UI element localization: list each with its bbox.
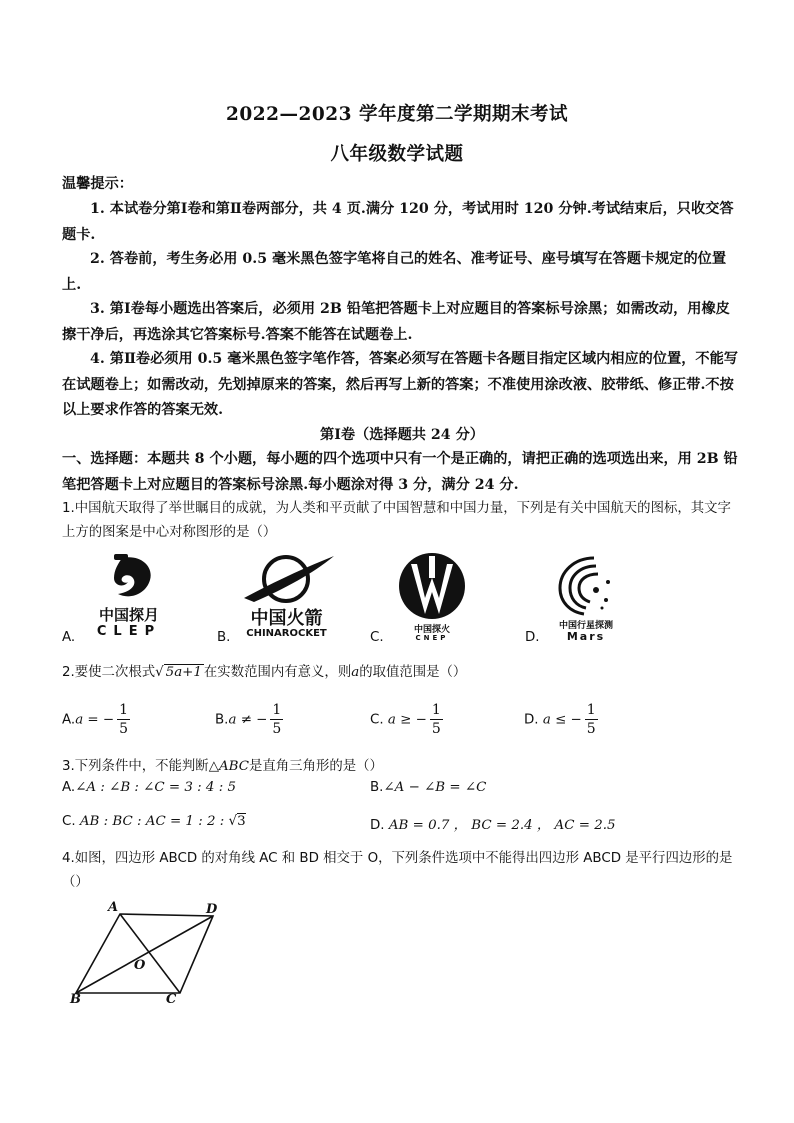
q3-option-a-expr: ∠A : ∠B : ∠C = 3 : 4 : 5 [75,780,236,795]
rocket-logo-icon [234,552,339,604]
question-4-text: 4.如图，四边形 ABCD 的对角线 AC 和 BD 相交于 O，下列条件选项中不能得出四边形 ABCD 是平行四边形的是（） [62,851,733,890]
fraction-numerator: 1 [272,702,282,718]
q3-option-b-expr: ∠A − ∠B = ∠C [383,780,487,795]
question-1-text: 1.中国航天取得了举世瞩目的成就，为人类和平贡献了中国智慧和中国力量，下列是有关中国航天的图标，其文字上方的图案是中心对称图形的是（） [62,501,731,540]
question-2-post: 在实数范围内有意义，则 [203,665,352,680]
planet-probe-logo-icon [546,552,626,616]
q3-option-d [370,814,616,833]
question-3-triangle: △ABC [208,759,249,774]
option-a-letter: A. [62,630,76,645]
option-c-cn: 中国探火 [413,625,450,635]
option-d-en: Mars [566,630,606,643]
q2-option-a-expr: a = − [75,712,115,728]
fraction-denominator: 5 [272,721,282,737]
q3-option-a-letter: A. [62,780,76,795]
q3-option-a [62,780,236,795]
tip-item-3: 3. 第Ⅰ卷每小题选出答案后，必须用 2B 铅笔把答题卡上对应题目的答案标号涂黑；如需改动，用橡皮擦干净后，再选涂其它答案标号.答案不能答在试题卷上. [62,301,730,343]
q2-option-b-letter: B. [215,712,229,728]
option-a-logo [84,552,174,644]
q2-option-c-expr: a ≥ − [387,712,427,728]
option-d-cn: 中国行星探测 [558,621,613,631]
tip-item-1: 1. 本试卷分第Ⅰ卷和第Ⅱ卷两部分，共 4 页.满分 120 分，考试用时 120 分钟.考试结束后，只收交答题卡. [62,201,734,243]
question-1-options [62,552,762,652]
mars-probe-logo-icon [395,552,469,620]
section-instructions: 一、选择题：本题共 8 个小题，每小题的四个选项中只有一个是正确的，请把正确的选项选出来，用 2B 铅笔把答题卡上对应题目的答案标号涂黑.每小题涂对得 3 分，满分 24 分. [62,451,738,493]
q3-option-c-letter: C. [62,814,76,829]
q2-option-d-fraction [585,701,598,738]
question-3-post: 是直角三角形的是（） [249,759,383,774]
option-d-logo [546,552,626,644]
fraction-numerator: 1 [119,702,129,718]
option-c-en: CNEP [415,634,449,642]
sqrt-symbol: √ [155,665,164,680]
q3-option-b [370,780,486,795]
vertex-label-d: D [206,902,218,917]
question-2-options [62,701,742,743]
option-a-en: CLEP [96,624,162,639]
vertex-label-a: A [108,900,119,915]
question-3-text [62,755,742,779]
vertex-label-b: B [70,992,81,1007]
q3-option-c-expr: AB : BC : AC = 1 : 2 : [79,814,229,829]
question-2-pre: 2.要使二次根式 [62,665,156,680]
moon-logo-icon [84,552,174,604]
q2-option-c-fraction [430,701,443,738]
option-b-cn: 中国火箭 [250,608,323,629]
q3-option-d-expr: AB = 0.7 ， BC = 2.4 ， AC = 2.5 [388,818,616,833]
sqrt-symbol: √ [228,814,238,829]
vertex-label-o: O [134,958,146,973]
question-2-text [62,661,742,685]
q3-option-c-root: 3 [237,814,246,829]
exam-subtitle: 八年级数学试题 [330,144,464,165]
fraction-denominator: 5 [431,721,441,737]
exam-title: 2022—2023 学年度第二学期期末考试 [226,104,568,125]
question-2-radicand: 5a+1 [165,665,202,680]
q2-option-d-expr: a ≤ − [542,712,582,728]
option-b-logo [234,552,339,644]
tip-item-2: 2. 答卷前，考生务必用 0.5 毫米黑色签字笔将自己的姓名、准考证号、座号填写在答题卡规定的位置上. [62,251,727,293]
question-2-var: a [351,665,360,680]
q2-option-b [215,701,283,738]
option-c-logo [395,552,469,644]
vertex-label-c: C [166,992,177,1007]
q2-option-a-letter: A. [62,712,76,728]
section-title: 第Ⅰ卷（选择题共 24 分） [320,427,484,443]
q2-option-c-letter: C. [370,712,384,728]
option-d-letter: D. [525,630,540,645]
option-b-letter: B. [217,630,231,645]
option-b-en: CHINAROCKET [246,628,327,639]
tips-heading: 温馨提示： [62,176,133,192]
fraction-denominator: 5 [119,721,129,737]
question-2-end: 的取值范围是（） [359,665,467,680]
q2-option-a-fraction [117,701,130,738]
q3-option-d-letter: D. [370,818,385,833]
q2-option-a [62,701,130,738]
q3-option-c [62,814,246,829]
fraction-denominator: 5 [586,721,596,737]
q2-option-d [524,701,598,738]
parallelogram-figure [62,898,232,1010]
option-a-cn: 中国探月 [98,606,159,624]
q2-option-b-fraction [270,701,283,738]
question-3-pre: 3.下列条件中，不能判断 [62,759,209,774]
q2-option-c [370,701,443,738]
tip-item-4: 4. 第Ⅱ卷必须用 0.5 毫米黑色签字笔作答，答案必须写在答题卡各题目指定区域内相应的位置，不能写在试题卷上；如需改动，先划掉原来的答案，然后再写上新的答案；不准使用涂改液、胶带纸、修正带.不按以上要求作答的答案无效. [62,351,738,418]
option-c-letter: C. [370,630,384,645]
q2-option-d-letter: D. [524,712,539,728]
fraction-numerator: 1 [431,702,441,718]
fraction-numerator: 1 [586,702,596,718]
q2-option-b-expr: a ≠ − [228,712,268,728]
q3-option-b-letter: B. [370,780,384,795]
